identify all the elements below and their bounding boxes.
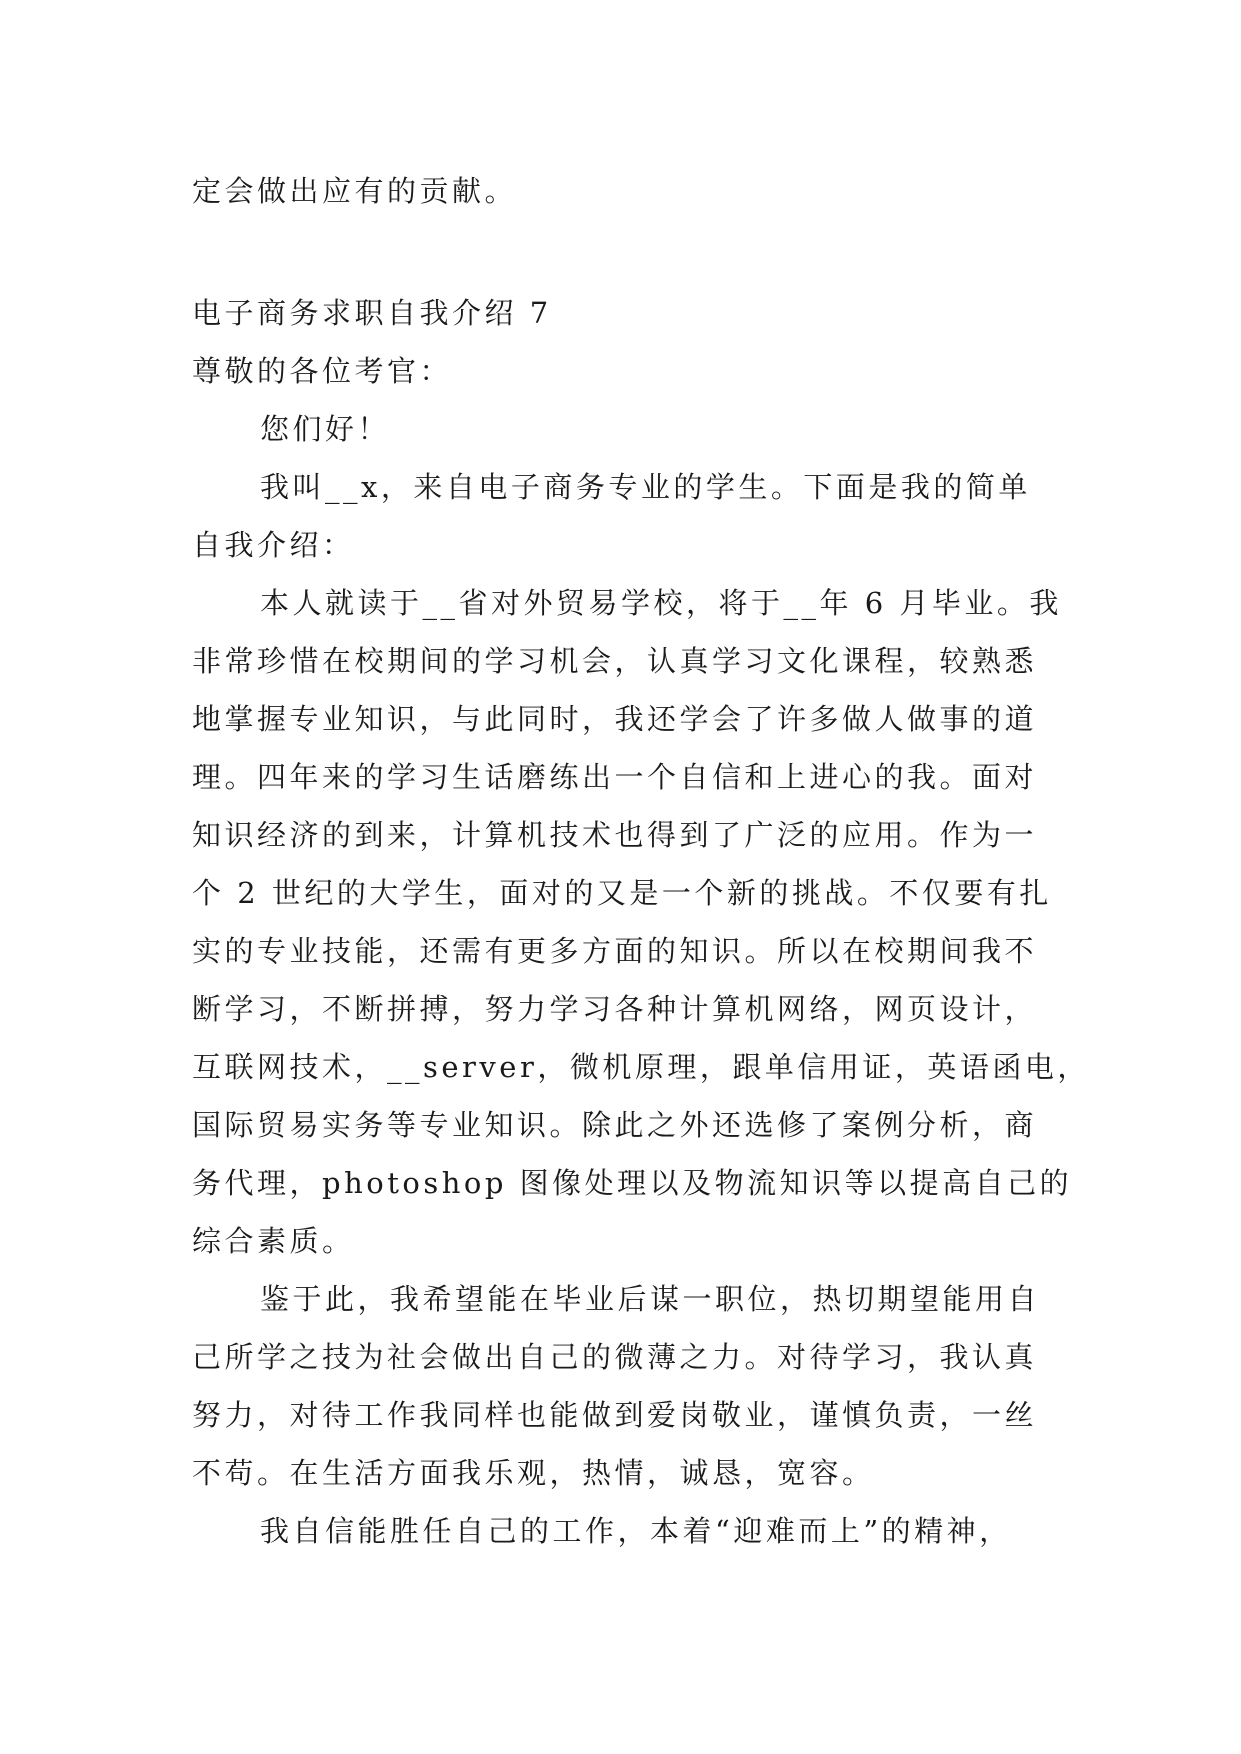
paragraph-line: 自我介绍： — [192, 528, 355, 562]
paragraph-line: 我自信能胜任自己的工作，本着“迎难而上”的精神， — [260, 1514, 1012, 1548]
paragraph-line: 地掌握专业知识，与此同时，我还学会了许多做人做事的道 — [192, 702, 1038, 736]
paragraph-line: 我叫__x，来自电子商务专业的学生。下面是我的简单 — [260, 470, 1031, 504]
paragraph-line: 本人就读于__省对外贸易学校，将于__年 6 月毕业。我 — [260, 586, 1062, 620]
paragraph-line: 实的专业技能，还需有更多方面的知识。所以在校期间我不 — [192, 934, 1038, 968]
paragraph-line: 断学习，不断拼搏，努力学习各种计算机网络，网页设计， — [192, 992, 1038, 1026]
paragraph-line: 综合素质。 — [192, 1224, 355, 1258]
paragraph-3 — [192, 1270, 1072, 1502]
paragraph-2 — [192, 574, 1090, 1270]
document-body — [192, 162, 1090, 1560]
paragraph-line: 理。四年来的学习生话磨练出一个自信和上进心的我。面对 — [192, 760, 1038, 794]
continuation-line: 定会做出应有的贡献。 — [192, 174, 518, 208]
paragraph-line: 不苟。在生活方面我乐观，热情，诚恳，宽容。 — [192, 1456, 875, 1490]
greeting: 您们好！ — [260, 412, 391, 446]
paragraph-line: 己所学之技为社会做出自己的微薄之力。对待学习，我认真 — [192, 1340, 1038, 1374]
paragraph-line: 务代理，photoshop 图像处理以及物流知识等以提高自己的 — [192, 1166, 1073, 1200]
paragraph-line: 国际贸易实务等专业知识。除此之外还选修了案例分析，商 — [192, 1108, 1038, 1142]
paragraph-4 — [192, 1502, 1072, 1560]
section-gap — [192, 220, 1072, 284]
paragraph-line: 鉴于此，我希望能在毕业后谋一职位，热切期望能用自 — [260, 1282, 1041, 1316]
section-title: 电子商务求职自我介绍 7 — [192, 296, 552, 330]
paragraph-line: 非常珍惜在校期间的学习机会，认真学习文化课程，较熟悉 — [192, 644, 1038, 678]
paragraph-line: 知识经济的到来，计算机技术也得到了广泛的应用。作为一 — [192, 818, 1038, 852]
paragraph-line: 互联网技术，__server，微机原理，跟单信用证，英语函电， — [192, 1050, 1090, 1084]
paragraph-line: 努力，对待工作我同样也能做到爱岗敬业，谨慎负责，一丝 — [192, 1398, 1038, 1432]
salutation: 尊敬的各位考官： — [192, 354, 453, 388]
paragraph-line: 个 2 世纪的大学生，面对的又是一个新的挑战。不仅要有扎 — [192, 876, 1052, 910]
paragraph-1 — [192, 458, 1072, 574]
